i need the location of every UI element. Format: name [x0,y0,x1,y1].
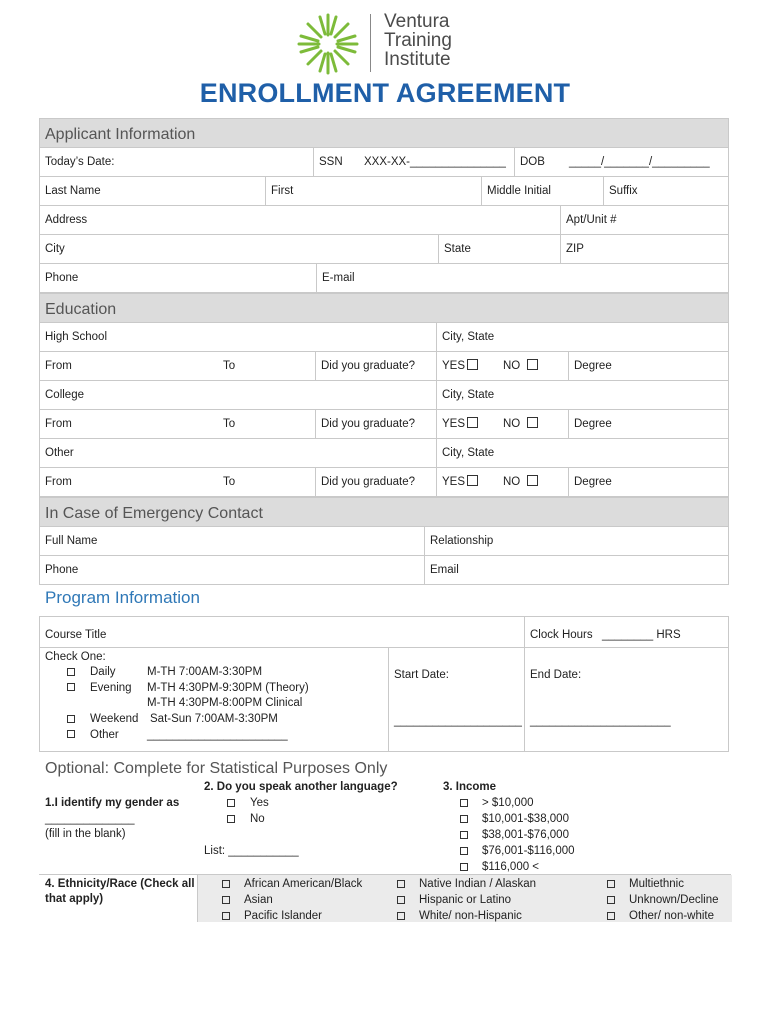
graduate-label: Did you graduate? [321,476,415,488]
graduate-label: Did you graduate? [321,360,415,372]
emergency-email-field[interactable]: Email [430,564,459,576]
suffix-field[interactable]: Suffix [609,185,638,197]
gender-field[interactable]: ______________ [45,813,135,825]
row-city [39,235,729,264]
schedule-box [39,647,729,752]
language-question: 2. Do you speak another language? [204,781,398,793]
to-field[interactable]: To [223,476,236,488]
weekend-label: Weekend [90,713,139,725]
email-field[interactable]: E-mail [322,272,355,284]
first-name-field[interactable]: First [271,185,294,197]
ssn-label: SSN [319,156,343,168]
yes-label: YES [442,418,466,430]
evening-label: Evening [90,682,132,694]
brand-name: Ventura Training Institute [384,11,452,70]
ethnicity-checkbox[interactable] [397,895,405,907]
dob-label: DOB [520,156,545,168]
emergency-relationship-field[interactable]: Relationship [430,535,494,547]
apt-unit-field[interactable]: Apt/Unit # [566,214,617,226]
address-field[interactable]: Address [45,214,88,226]
yes-label: YES [442,476,466,488]
language-no-label: No [250,813,265,825]
ethnicity-option: Asian [244,894,273,906]
no-checkbox[interactable] [527,417,538,430]
income-question: 3. Income [443,781,497,793]
income-checkbox[interactable] [460,830,468,842]
ssn-field[interactable]: XXX-XX-_______________ [364,156,506,168]
other-program-field[interactable]: ______________________ [147,729,288,741]
high-school-field[interactable]: High School [45,331,108,343]
logo-divider [370,14,371,72]
row-other-dates [39,468,729,497]
section-education: Education [39,293,729,323]
degree-field[interactable]: Degree [574,360,612,372]
from-field[interactable]: From [45,418,72,430]
middle-initial-field[interactable]: Middle Initial [487,185,551,197]
other-checkbox[interactable] [67,729,75,741]
row-other-school [39,439,729,468]
section-optional-statistics: Optional: Complete for Statistical Purposes Only [45,760,388,777]
weekend-time: Sat-Sun 7:00AM-3:30PM [150,713,278,725]
no-label: NO [503,476,521,488]
ethnicity-option: African American/Black [244,878,363,890]
no-label: NO [503,418,521,430]
ethnicity-question-line2: that apply) [45,893,104,905]
row-college-dates [39,410,729,439]
language-no-checkbox[interactable] [227,814,235,826]
language-yes-checkbox[interactable] [227,798,235,810]
evening-time-clinical: M-TH 4:30PM-8:00PM Clinical [147,697,303,709]
row-emergency-phone [39,556,729,585]
income-option: $116,000 < [482,861,540,873]
ethnicity-checkbox[interactable] [397,911,405,923]
section-emergency-contact: In Case of Emergency Contact [39,497,729,527]
from-field[interactable]: From [45,360,72,372]
income-checkbox[interactable] [460,862,468,874]
college-field[interactable]: College [45,389,84,401]
starburst-logo-icon [296,12,360,76]
row-high-school [39,323,729,352]
ethnicity-checkbox[interactable] [607,879,615,891]
ethnicity-option: Native Indian / Alaskan [419,878,536,890]
other-label: Other [90,729,119,741]
row-high-school-dates [39,352,729,381]
page-title: ENROLLMENT AGREEMENT [199,78,571,108]
row-college [39,381,729,410]
high-school-city-state-field[interactable]: City, State [442,331,495,343]
daily-checkbox[interactable] [67,667,75,679]
row-emergency-name [39,527,729,556]
income-option: $10,001-$38,000 [482,813,569,825]
start-date-field[interactable]: ____________________ [394,715,522,727]
yes-checkbox[interactable] [467,359,478,372]
row-address [39,206,729,235]
income-option: > $10,000 [482,797,534,809]
phone-field[interactable]: Phone [45,272,79,284]
evening-checkbox[interactable] [67,682,75,694]
ethnicity-option: White/ non-Hispanic [419,910,522,922]
ethnicity-checkbox[interactable] [222,879,230,891]
emergency-full-name-field[interactable]: Full Name [45,535,98,547]
row-course [39,616,729,648]
dob-field[interactable]: _____/_______/_________ [569,156,710,168]
ethnicity-question-line1: 4. Ethnicity/Race (Check all [45,878,195,890]
no-checkbox[interactable] [527,359,538,372]
end-date-field[interactable]: ______________________ [530,715,671,727]
other-school-field[interactable]: Other [45,447,74,459]
to-field[interactable]: To [223,360,236,372]
ethnicity-checkbox[interactable] [397,879,405,891]
language-list-field[interactable]: List: ___________ [204,845,299,857]
emergency-phone-field[interactable]: Phone [45,564,79,576]
gender-question: 1.I identify my gender as [45,797,180,809]
income-checkbox[interactable] [460,814,468,826]
yes-checkbox[interactable] [467,417,478,430]
ethnicity-option: Hispanic or Latino [419,894,512,906]
check-one-label: Check One: [45,651,106,663]
graduate-label: Did you graduate? [321,418,415,430]
income-option: $76,001-$116,000 [482,845,575,857]
daily-time: M-TH 7:00AM-3:30PM [147,666,263,678]
income-checkbox[interactable] [460,798,468,810]
row-phone-email [39,264,729,293]
degree-field[interactable]: Degree [574,418,612,430]
row-name [39,177,729,206]
city-field[interactable]: City [45,243,65,255]
start-date-label: Start Date: [394,669,449,681]
ethnicity-row [39,874,731,922]
college-city-state-field[interactable]: City, State [442,389,495,401]
income-option: $38,001-$76,000 [482,829,569,841]
zip-field[interactable]: ZIP [566,243,584,255]
section-applicant-information: Applicant Information [39,118,729,148]
to-field[interactable]: To [223,418,236,430]
ethnicity-checkbox[interactable] [607,911,615,923]
other-city-state-field[interactable]: City, State [442,447,495,459]
clock-hours-label: Clock Hours [530,629,593,641]
ethnicity-checkbox[interactable] [607,895,615,907]
from-field[interactable]: From [45,476,72,488]
ethnicity-checkbox[interactable] [222,895,230,907]
todays-date-field[interactable]: Today’s Date: [45,156,115,168]
weekend-checkbox[interactable] [67,714,75,726]
state-field[interactable]: State [444,243,471,255]
ethnicity-option: Unknown/Decline [629,894,719,906]
row-date-ssn-dob [39,148,729,177]
clock-hours-field[interactable]: ________ HRS [602,629,681,641]
no-label: NO [503,360,521,372]
yes-label: YES [442,360,466,372]
ethnicity-option: Other/ non-white [629,910,715,922]
ethnicity-option: Pacific Islander [244,910,322,922]
no-checkbox[interactable] [527,475,538,488]
section-program-information: Program Information [45,588,200,607]
end-date-label: End Date: [530,669,582,681]
degree-field[interactable]: Degree [574,476,612,488]
yes-checkbox[interactable] [467,475,478,488]
daily-label: Daily [90,666,116,678]
ethnicity-option: Multiethnic [629,878,684,890]
ventura-logo [296,12,486,76]
last-name-field[interactable]: Last Name [45,185,101,197]
ethnicity-checkbox[interactable] [222,911,230,923]
language-yes-label: Yes [250,797,269,809]
course-title-field[interactable]: Course Title [45,629,107,641]
income-checkbox[interactable] [460,846,468,858]
gender-note: (fill in the blank) [45,828,126,840]
evening-time-theory: M-TH 4:30PM-9:30PM (Theory) [147,682,309,694]
